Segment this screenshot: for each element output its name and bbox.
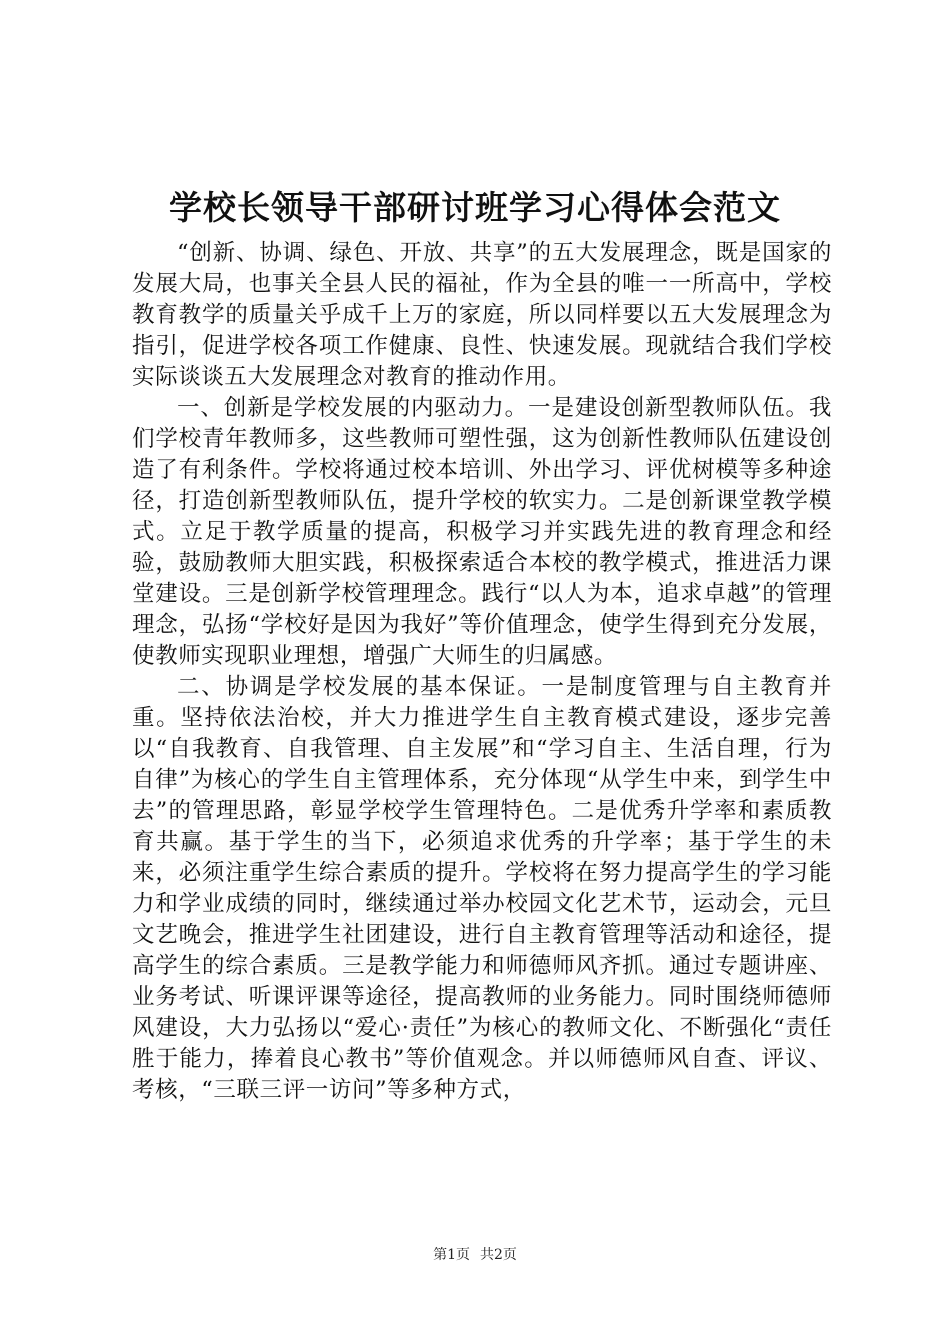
page-footer bbox=[0, 1245, 950, 1265]
document-body bbox=[132, 238, 832, 1106]
paragraph-coordination: 二、协调是学校发展的基本保证。一是制度管理与自主教育并重。坚持依法治校，并大力推进学生自主教育模式建设，逐步完善以“自我教育、自我管理、自主发展”和“学习自主、生活自理，行为自律”为核心的学生自主管理体系，充分体现“从学生中来，到学生中去”的管理思路，彰显学校学生管理特色。二是优秀升学率和素质教育共赢。基于学生的当下，必须追求优秀的升学率；基于学生的未来，必须注重学生综合素质的提升。学校将在努力提高学生的学习能力和学业成绩的同时，继续通过举办校园文化艺术节，运动会，元旦文艺晚会，推进学生社团建设，进行自主教育管理等活动和途径，提高学生的综合素质。三是教学能力和师德师风齐抓。通过专题讲座、业务考试、听课评课等途径，提高教师的业务能力。同时围绕师德师风建设，大力弘扬以“爱心·责任”为核心的教师文化、不断强化“责任胜于能力，捧着良心教书”等价值观念。并以师德师风自查、评议、考核，“三联三评一访问”等多种方式， bbox=[132, 674, 832, 1103]
paragraph-intro: “创新、协调、绿色、开放、共享”的五大发展理念，既是国家的发展大局，也事关全县人民的福祉，作为全县的唯一一所高中，学校教育教学的质量关乎成千上万的家庭，所以同样要以五大发展理念为指引，促进学校各项工作健康、良性、快速发展。现就结合我们学校实际谈谈五大发展理念对教育的推动作用。 bbox=[132, 240, 832, 390]
page-number-current: 第1页 bbox=[433, 1247, 470, 1263]
page-number-total: 共2页 bbox=[480, 1247, 517, 1263]
paragraph-innovation: 一、创新是学校发展的内驱动力。一是建设创新型教师队伍。我们学校青年教师多，这些教师可塑性强，这为创新性教师队伍建设创造了有利条件。学校将通过校本培训、外出学习、评优树模等多种途径，打造创新型教师队伍，提升学校的软实力。二是创新课堂教学模式。立足于教学质量的提高，积极学习并实践先进的教育理念和经验，鼓励教师大胆实践，积极探索适合本校的教学模式，推进活力课堂建设。三是创新学校管理理念。践行“以人为本，追求卓越”的管理理念，弘扬“学校好是因为我好”等价值理念，使学生得到充分发展，使教师实现职业理想，增强广大师生的归属感。 bbox=[132, 395, 832, 669]
document-title: 学校长领导干部研讨班学习心得体会范文 bbox=[169, 188, 781, 227]
